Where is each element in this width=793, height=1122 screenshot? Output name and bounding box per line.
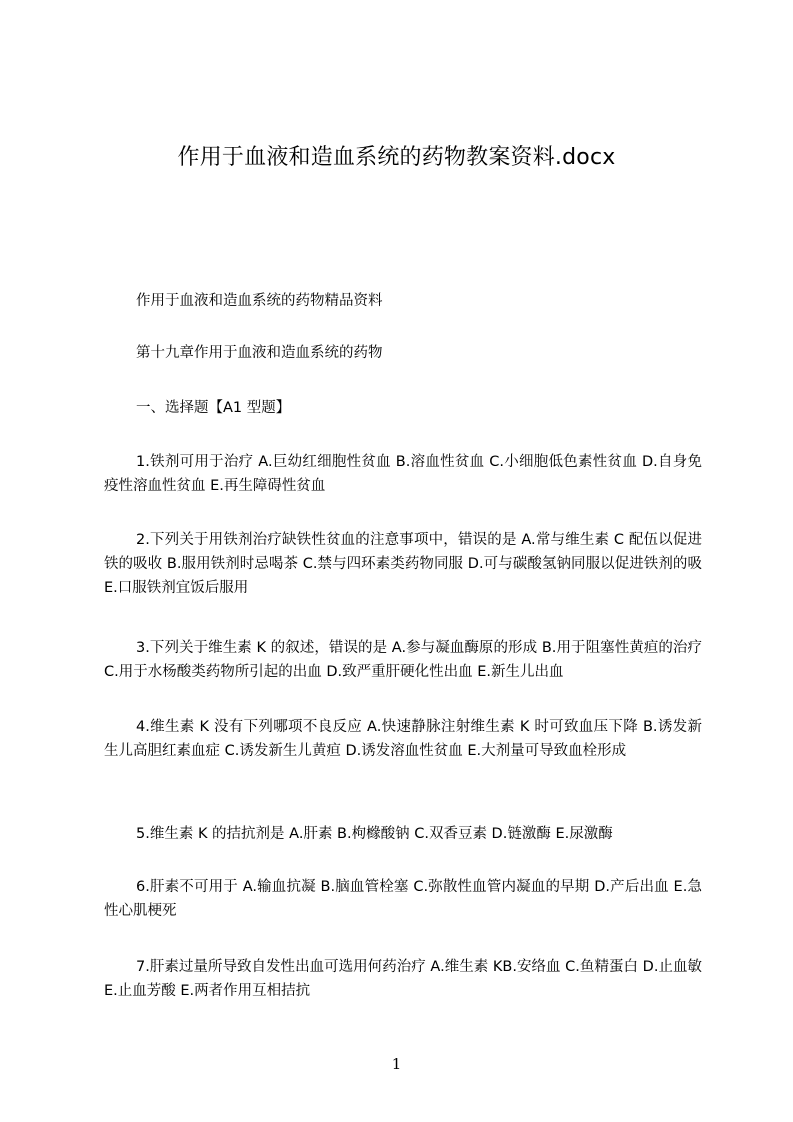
question-7: 7.肝素过量所导致自发性出血可选用何药治疗 A.维生素 KB.安络血 C.鱼精蛋白 D.止血敏 E.止血芳酸 E.两者作用互相拮抗 — [104, 959, 702, 999]
question-3: 3.下列关于维生素 K 的叙述，错误的是 A.参与凝血酶原的形成 B.用于阻塞性黄疸的治疗 C.用于水杨酸类药物所引起的出血 D.致严重肝硬化性出血 E.新生儿出血 — [104, 640, 702, 680]
heading-2: 第十九章作用于血液和造血系统的药物 — [136, 345, 383, 361]
document-title: 作用于血液和造血系统的药物教案资料.docx — [177, 145, 616, 170]
question-1: 1.铁剂可用于治疗 A.巨幼红细胞性贫血 B.溶血性贫血 C.小细胞低色素性贫血 D.自身免疫性溶血性贫血 E.再生障碍性贫血 — [104, 454, 702, 494]
question-2: 2.下列关于用铁剂治疗缺铁性贫血的注意事项中，错误的是 A.常与维生素 C 配伍以促进铁的吸收 B.服用铁剂时忌喝茶 C.禁与四环素类药物同服 D.可与碳酸氢钠同服以促进铁剂的吸 E.口服铁剂宜饭后服用 — [104, 532, 702, 596]
heading-1: 作用于血液和造血系统的药物精品资料 — [136, 293, 383, 309]
question-4: 4.维生素 K 没有下列哪项不良反应 A.快速静脉注射维生素 K 时可致血压下降 B.诱发新生儿高胆红素血症 C.诱发新生儿黄疸 D.诱发溶血性贫血 E.大剂量可导致血栓形成 — [104, 719, 702, 759]
page-number: 1 — [391, 1055, 402, 1073]
question-6: 6.肝素不可用于 A.输血抗凝 B.脑血管栓塞 C.弥散性血管内凝血的早期 D.产后出血 E.急性心肌梗死 — [104, 879, 702, 919]
question-5: 5.维生素 K 的拮抗剂是 A.肝素 B.枸橼酸钠 C.双香豆素 D.链激酶 E.尿激酶 — [136, 826, 613, 842]
section-heading: 一、选择题【A1 型题】 — [136, 400, 291, 416]
